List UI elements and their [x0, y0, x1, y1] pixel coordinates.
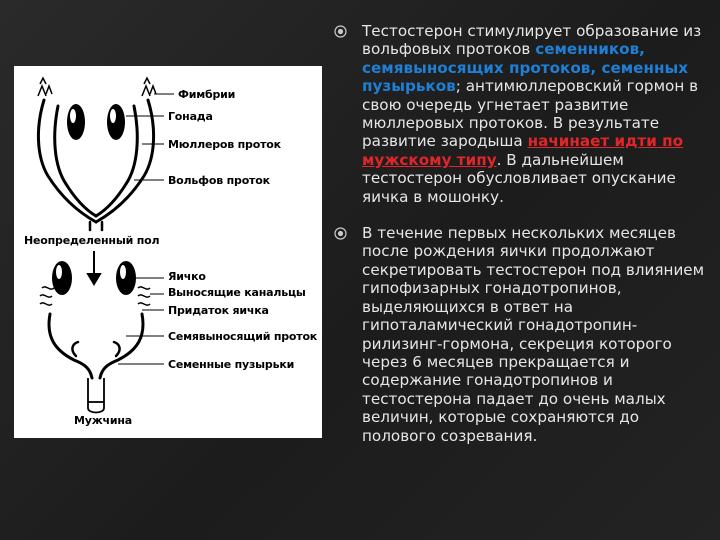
bullet-1-text-before: Тестостерон стимулирует образование из вольфовых протоков	[362, 22, 702, 59]
bullet-1-text-after: . В дальнейшем тестостерон обусловливает опускание яичка в мошонку.	[362, 150, 676, 206]
bullet-item-2	[334, 224, 714, 445]
gonad-right	[107, 104, 125, 140]
bullet-1-highlight-blue: семенников, семявыносящих протоков, семенных пузырьков	[362, 40, 688, 96]
circled-bullet-icon	[334, 227, 347, 240]
label-efferent-ducts: Выносящие канальцы	[168, 286, 306, 299]
label-muller-duct: Мюллеров проток	[168, 138, 281, 151]
label-gonad: Гонада	[168, 110, 213, 123]
gonad-left	[67, 104, 85, 140]
vas-deferens-right	[100, 314, 143, 378]
label-undetermined-sex: Неопределенный пол	[24, 234, 160, 247]
label-male: Мужчина	[74, 414, 132, 427]
testis-left	[52, 261, 72, 295]
anatomy-figure	[14, 66, 322, 438]
bullet-1-highlight-red: начинает идти по мужскому типу	[362, 132, 684, 169]
label-wolff-duct: Вольфов проток	[168, 174, 270, 187]
label-vas-deferens: Семявыносящий проток	[168, 330, 318, 343]
label-epididymis: Придаток яичка	[168, 304, 269, 317]
testis-right	[116, 261, 136, 295]
bullet-list	[334, 22, 714, 445]
label-seminal-vesicles: Семенные пузырьки	[168, 358, 295, 371]
label-testis: Яичко	[168, 270, 206, 283]
bullet-2-text: В течение первых нескольких месяцев после рождения яички продолжают секретировать тестостерон под влиянием гипофизарных гонадотропинов, выделяющихся в ответ на гипоталамический гонадотропин-рилизинг-гормона, секреция которого через 6 месяцев прекращается и содержание гонадотропинов и тестостерона падает до очень малых величин, которые сохраняются до полового созревания.	[362, 224, 705, 445]
vas-deferens-left	[49, 314, 92, 378]
circled-bullet-icon	[334, 25, 347, 38]
label-fimbrii: Фимбрии	[178, 88, 236, 101]
bullet-item-1	[334, 22, 714, 206]
bullet-1-text-middle: ; антимюллеровский гормон в свою очередь угнетает развитие мюллеровых протоков. В результате развитие зародыша	[362, 77, 699, 151]
